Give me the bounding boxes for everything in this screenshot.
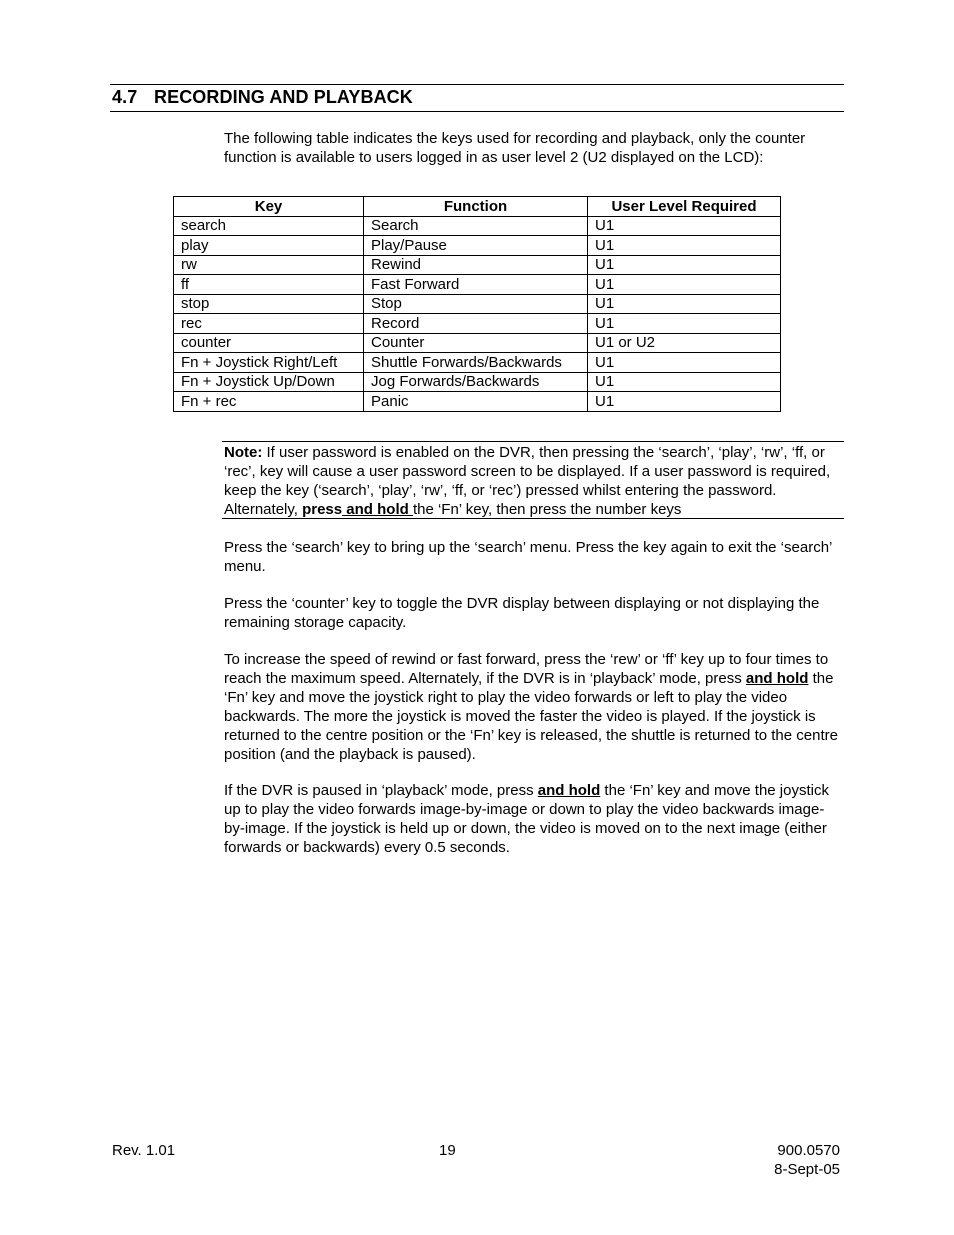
cell-level: U1	[588, 353, 781, 373]
search-paragraph: Press the ‘search’ key to bring up the ‘search’ menu. Press the key again to exit the ‘search’ menu.	[224, 539, 832, 575]
cell-function: Stop	[364, 294, 588, 314]
footer-doc-number: 900.0570	[777, 1142, 840, 1159]
cell-level: U1	[588, 275, 781, 295]
note-text-1: If user password is enabled on the DVR, then pressing the ‘search’, ‘play’, ‘rw’, ‘ff, or ‘rec’, key will cause a user password screen to be displayed. If a user password is required, keep the key (‘search’, ‘play’, ‘rw’, ‘ff, or ‘rec’) pressed whilst entering the password. Alternately,	[224, 444, 831, 518]
table-row	[174, 236, 781, 256]
note-text-2: the ‘Fn’ key, then press the number keys	[412, 501, 682, 518]
cell-function: Shuttle Forwards/Backwards	[364, 353, 588, 373]
paused-emph: and hold	[537, 782, 601, 799]
table-row	[174, 216, 781, 236]
note-paragraph	[224, 443, 838, 519]
cell-function: Fast Forward	[364, 275, 588, 295]
cell-level: U1	[588, 236, 781, 256]
cell-key: Fn + Joystick Right/Left	[174, 353, 364, 373]
cell-key: ff	[174, 275, 364, 295]
cell-function: Jog Forwards/Backwards	[364, 372, 588, 392]
table-row	[174, 275, 781, 295]
cell-function: Record	[364, 314, 588, 334]
note-top-rule	[222, 441, 844, 442]
speed-emph: and hold	[745, 670, 809, 687]
cell-function: Rewind	[364, 255, 588, 275]
table-row	[174, 372, 781, 392]
cell-key: counter	[174, 333, 364, 353]
intro-paragraph: The following table indicates the keys used for recording and playback, only the counter function is available to users logged in as user level 2 (U2 displayed on the LCD):	[224, 130, 806, 166]
note-emph-hold: and hold	[342, 501, 413, 518]
cell-key: rec	[174, 314, 364, 334]
key-function-table	[173, 196, 781, 412]
cell-function: Search	[364, 216, 588, 236]
cell-level: U1	[588, 216, 781, 236]
table-row	[174, 314, 781, 334]
heading-top-rule	[110, 84, 844, 85]
note-label: Note:	[224, 444, 263, 461]
paused-paragraph	[224, 781, 839, 857]
paused-text-1: If the DVR is paused in ‘playback’ mode, press	[224, 782, 538, 799]
cell-function: Panic	[364, 392, 588, 412]
cell-key: play	[174, 236, 364, 256]
footer-date: 8-Sept-05	[774, 1161, 840, 1178]
section-heading	[112, 87, 413, 108]
cell-key: rw	[174, 255, 364, 275]
cell-level: U1	[588, 392, 781, 412]
footer-page-number: 19	[439, 1142, 456, 1159]
table-row	[174, 333, 781, 353]
header-key: Key	[174, 197, 364, 217]
cell-level: U1	[588, 294, 781, 314]
cell-key: search	[174, 216, 364, 236]
cell-function: Play/Pause	[364, 236, 588, 256]
section-title: RECORDING AND PLAYBACK	[154, 87, 413, 107]
cell-function: Counter	[364, 333, 588, 353]
footer-revision: Rev. 1.01	[112, 1142, 176, 1159]
paused-text-2: the ‘Fn’ key and move the joystick up to play the video forwards image-by-image or down to play the video backwards image-by-image. If the joystick is held up or down, the video is moved on to the next image (either forwards or backwards) every 0.5 seconds.	[224, 782, 829, 856]
table-header-row	[174, 197, 781, 217]
speed-paragraph	[224, 650, 839, 764]
table-row	[174, 353, 781, 373]
section-number: 4.7	[112, 87, 138, 107]
table-row	[174, 255, 781, 275]
table-row	[174, 392, 781, 412]
note-bottom-rule	[222, 518, 844, 519]
heading-bottom-rule	[110, 111, 844, 112]
cell-level: U1	[588, 372, 781, 392]
footer-doc-info	[774, 1141, 840, 1179]
note-emph-press: press	[302, 501, 343, 518]
speed-text-1: To increase the speed of rewind or fast forward, press the ‘rew’ or ‘ff’ key up to four times to reach the maximum speed. Alternately, if the DVR is in ‘playback’ mode, press	[224, 651, 829, 687]
counter-paragraph: Press the ‘counter’ key to toggle the DVR display between displaying or not displaying the remaining storage capacity.	[224, 595, 820, 631]
cell-key: stop	[174, 294, 364, 314]
header-function: Function	[364, 197, 588, 217]
cell-level: U1 or U2	[588, 333, 781, 353]
cell-key: Fn + rec	[174, 392, 364, 412]
cell-key: Fn + Joystick Up/Down	[174, 372, 364, 392]
cell-level: U1	[588, 255, 781, 275]
cell-level: U1	[588, 314, 781, 334]
table-row	[174, 294, 781, 314]
header-user-level: User Level Required	[588, 197, 781, 217]
speed-text-2: the ‘Fn’ key and move the joystick right to play the video forwards or left to play the video backwards. The more the joystick is moved the faster the video is played. If the joystick is returned to the centre position or the ‘Fn’ key is released, the shuttle is returned to the centre position (and the playback is paused).	[224, 670, 838, 763]
